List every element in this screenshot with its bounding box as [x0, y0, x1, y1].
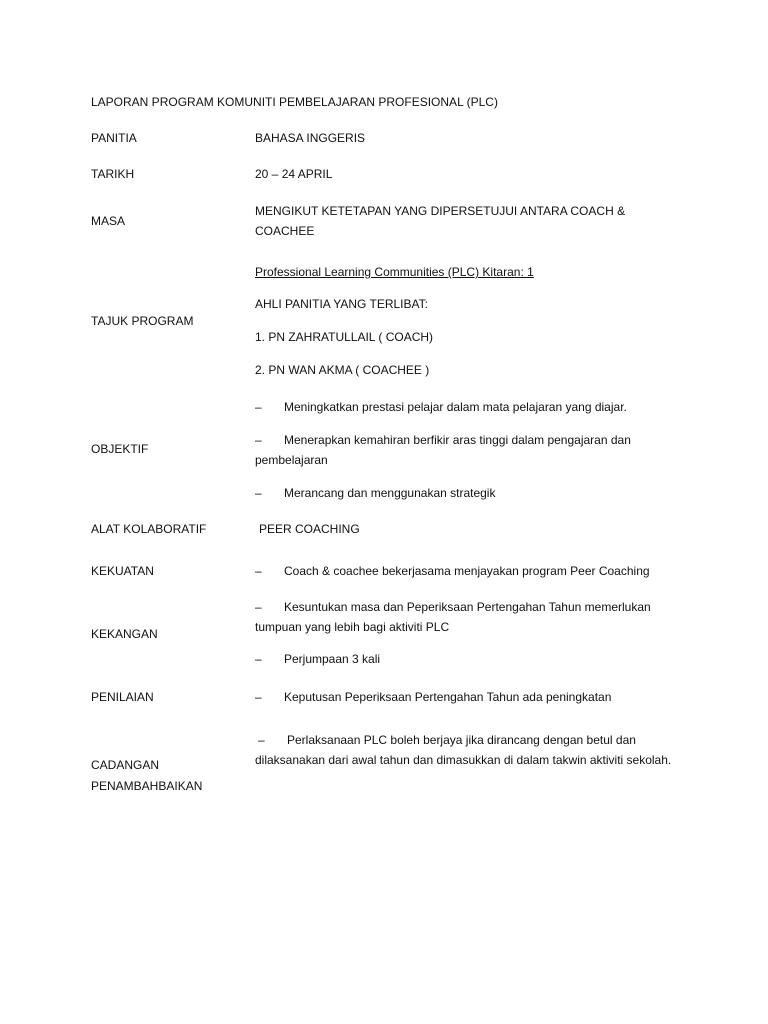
- kekuatan-item: Coach & coachee bekerjasama menjayakan program Peer Coaching: [284, 564, 650, 578]
- member-item: 2. PN WAN AKMA ( COACHEE ): [255, 363, 430, 377]
- tajuk-label: TAJUK PROGRAM: [91, 314, 194, 328]
- bullet-dash: –: [255, 400, 262, 414]
- tarikh-label: TARIKH: [91, 167, 135, 181]
- bullet-dash: –: [258, 733, 265, 747]
- objektif-item: Merancang dan menggunakan strategik: [284, 486, 496, 500]
- bullet-dash: –: [255, 600, 262, 614]
- kekangan-item: Perjumpaan 3 kali: [284, 652, 381, 666]
- member-item: 1. PN ZAHRATULLAIL ( COACH): [255, 330, 434, 344]
- masa-value: MENGIKUT KETETAPAN YANG DIPERSETUJUI ANTARA COACH & COACHEE: [255, 204, 626, 238]
- penilaian-label: PENILAIAN: [91, 690, 154, 704]
- tajuk-heading: Professional Learning Communities (PLC) Kitaran: 1: [255, 265, 534, 279]
- objektif-item: Menerapkan kemahiran berfikir aras tinggi dalam pengajaran dan pembelajaran: [255, 433, 631, 467]
- report-title: LAPORAN PROGRAM KOMUNITI PEMBELAJARAN PROFESIONAL (PLC): [91, 95, 498, 109]
- objektif-label: OBJEKTIF: [91, 442, 149, 456]
- cadangan-item: Perlaksanaan PLC boleh berjaya jika dirancang dengan betul dan dilaksanakan dari awal tahun dan dimasukkan di dalam takwin aktiviti sekolah.: [255, 733, 672, 767]
- kekangan-item-block: [255, 597, 675, 637]
- penilaian-item: Keputusan Peperiksaan Pertengahan Tahun ada peningkatan: [284, 690, 612, 704]
- cadangan-label-line2: PENAMBAHBAIKAN: [91, 779, 203, 793]
- members-title: AHLI PANITIA YANG TERLIBAT:: [255, 297, 428, 311]
- bullet-dash: –: [255, 564, 262, 578]
- bullet-dash: –: [255, 652, 262, 666]
- cadangan-item-block: [255, 730, 675, 770]
- bullet-dash: –: [255, 433, 262, 447]
- panitia-label: PANITIA: [91, 131, 137, 145]
- kekangan-label: KEKANGAN: [91, 627, 158, 641]
- tarikh-value: 20 – 24 APRIL: [255, 167, 333, 181]
- alat-value: PEER COACHING: [259, 522, 360, 536]
- masa-label: MASA: [91, 214, 126, 228]
- kekangan-item: Kesuntukan masa dan Peperiksaan Pertengahan Tahun memerlukan tumpuan yang lebih bagi aktiviti PLC: [255, 600, 651, 634]
- cadangan-label-line1: CADANGAN: [91, 758, 160, 772]
- alat-label: ALAT KOLABORATIF: [91, 522, 207, 536]
- objektif-item: Meningkatkan prestasi pelajar dalam mata pelajaran yang diajar.: [284, 400, 627, 414]
- bullet-dash: –: [255, 690, 262, 704]
- kekuatan-label: KEKUATAN: [91, 564, 154, 578]
- panitia-value: BAHASA INGGERIS: [255, 131, 366, 145]
- bullet-dash: –: [255, 486, 262, 500]
- objektif-item-block: [255, 430, 675, 470]
